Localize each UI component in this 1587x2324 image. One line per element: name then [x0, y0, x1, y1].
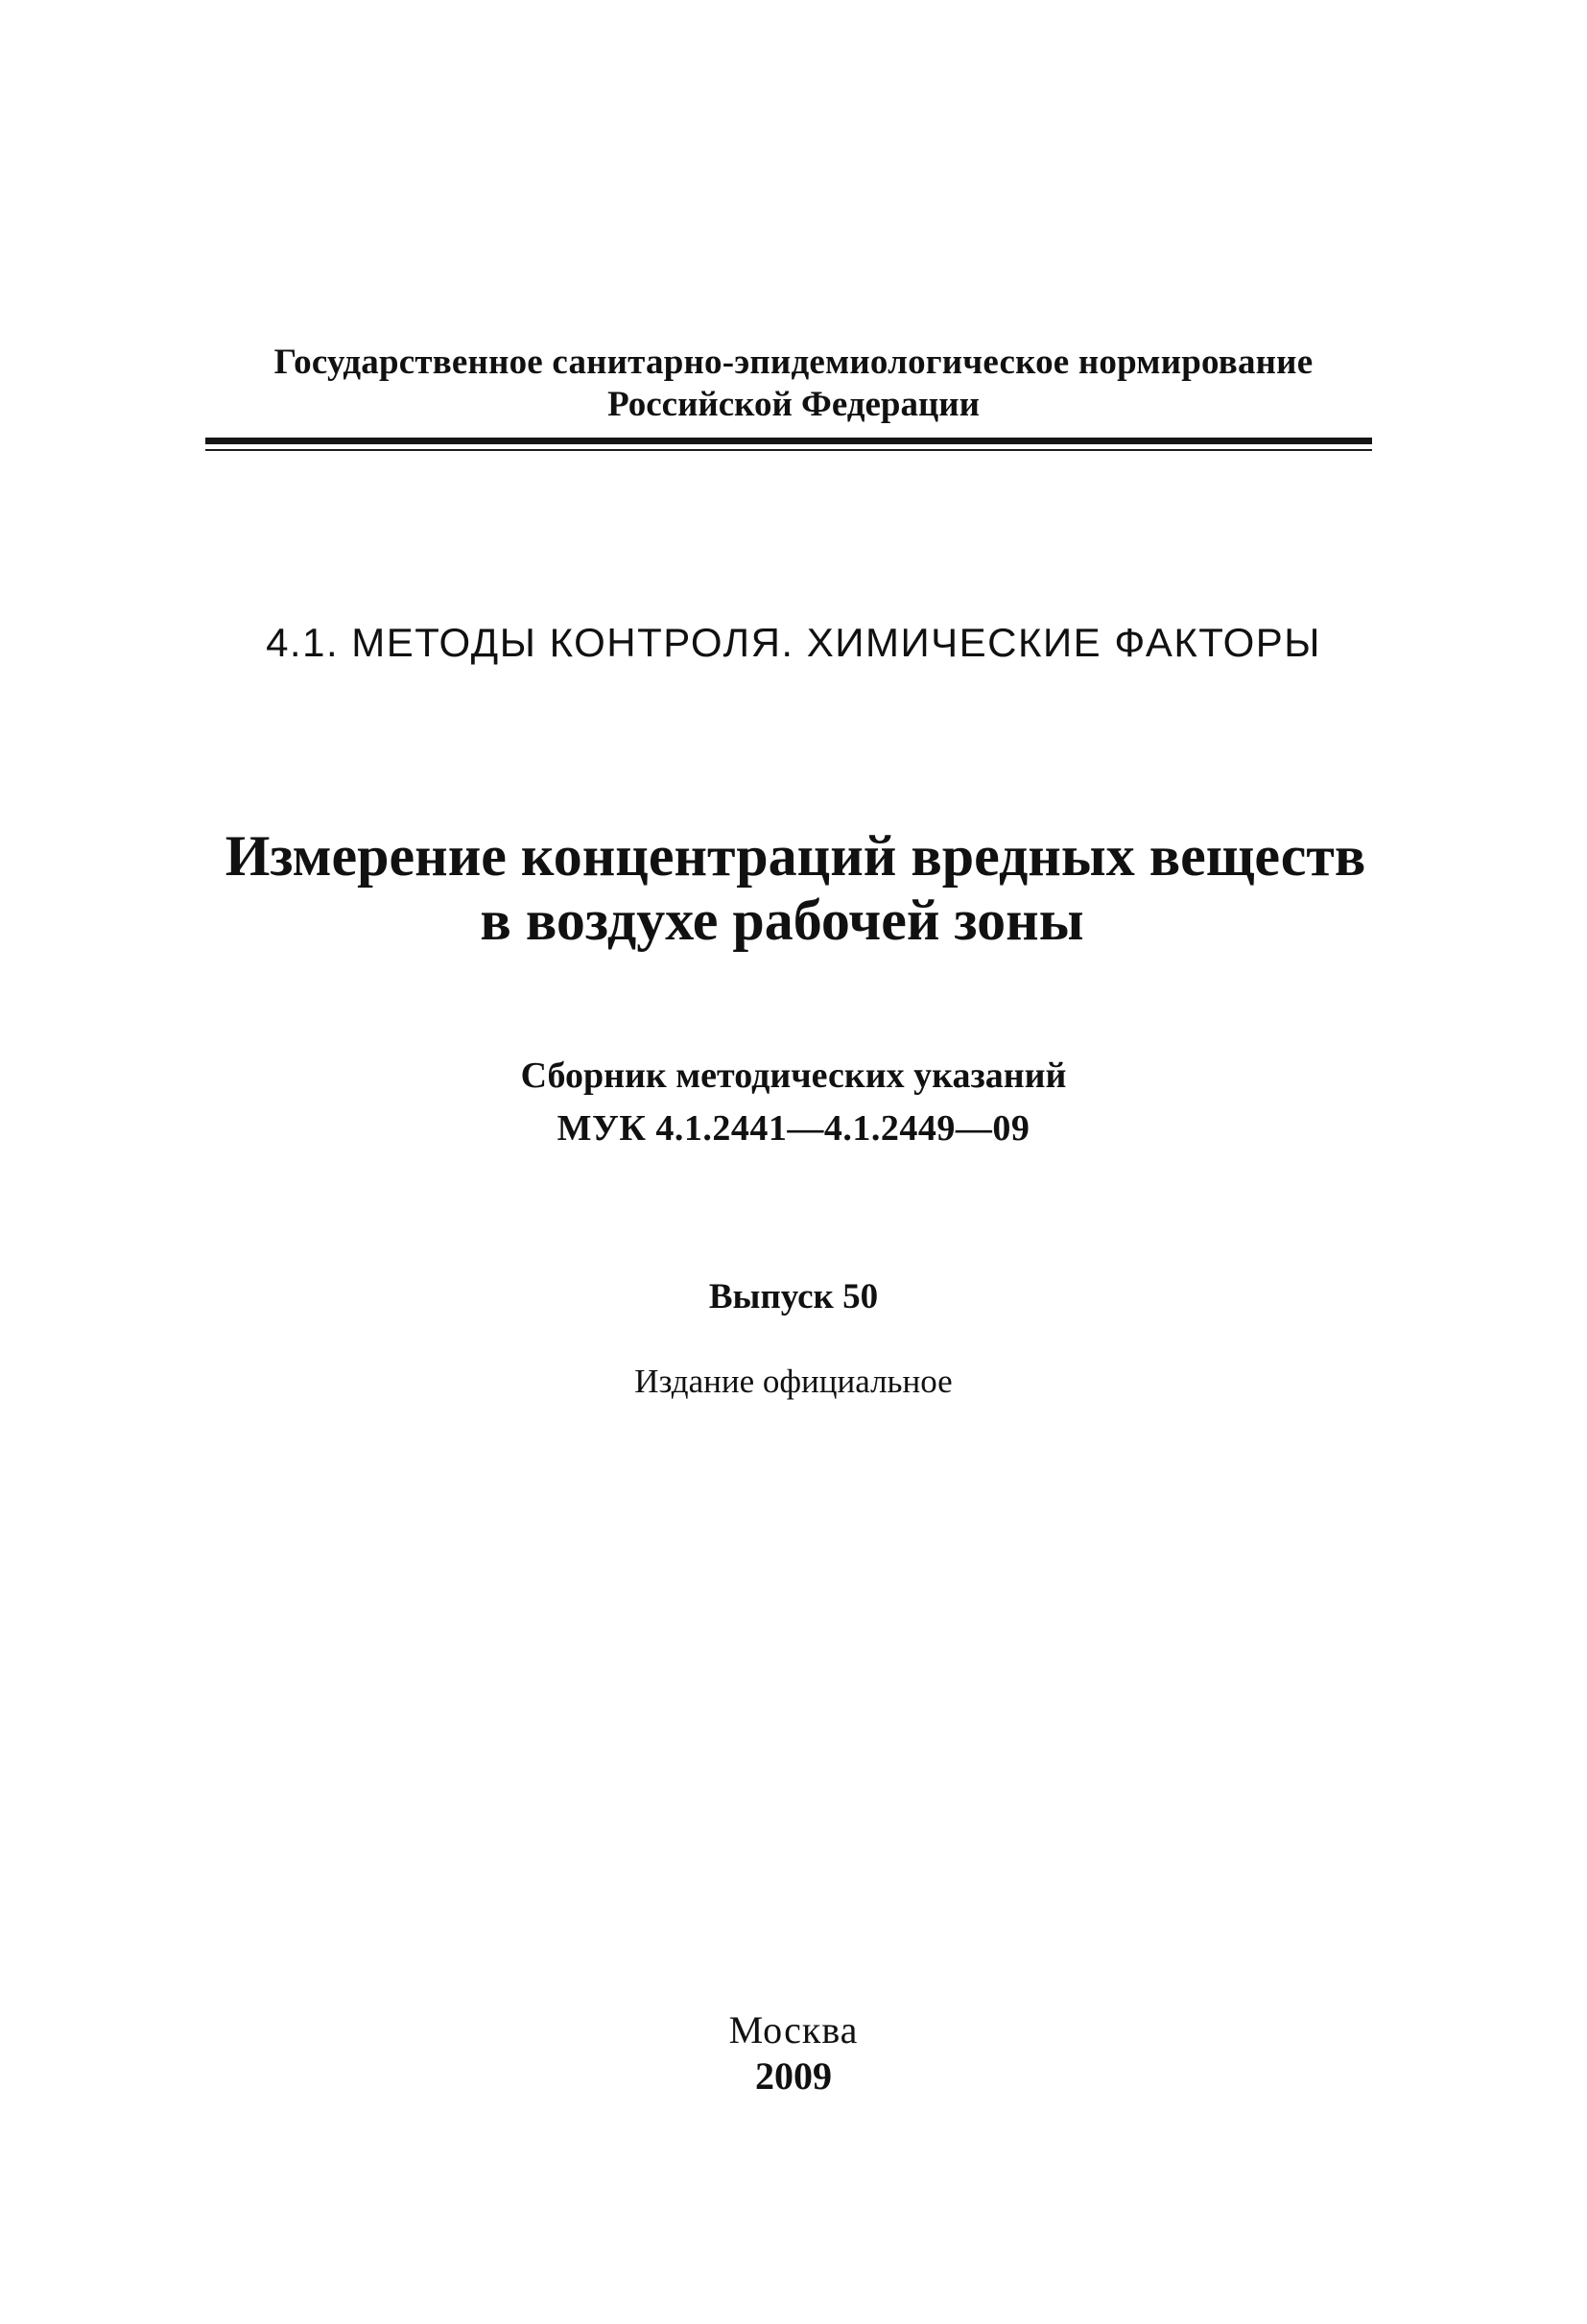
series-heading: 4.1. МЕТОДЫ КОНТРОЛЯ. ХИМИЧЕСКИЕ ФАКТОРЫ [266, 620, 1321, 665]
edition-note: Издание официальное [634, 1363, 953, 1400]
imprint-year: 2009 [755, 2054, 832, 2098]
organization-line-1: Государственное санитарно-эпидемиологическое нормирование [273, 343, 1314, 382]
header-divider-thick [205, 438, 1372, 444]
imprint-city: Москва [728, 2008, 859, 2051]
collection-code: МУК 4.1.2441—4.1.2449—09 [557, 1108, 1030, 1149]
header-divider-thin [205, 449, 1372, 451]
issue-number: Выпуск 50 [708, 1277, 879, 1316]
document-title-line-2: в воздухе рабочей зоны [480, 889, 1084, 952]
collection-name: Сборник методических указаний [520, 1055, 1067, 1096]
document-title-line-1: Измерение концентраций вредных веществ [225, 824, 1366, 888]
organization-line-2: Российской Федерации [607, 385, 980, 424]
